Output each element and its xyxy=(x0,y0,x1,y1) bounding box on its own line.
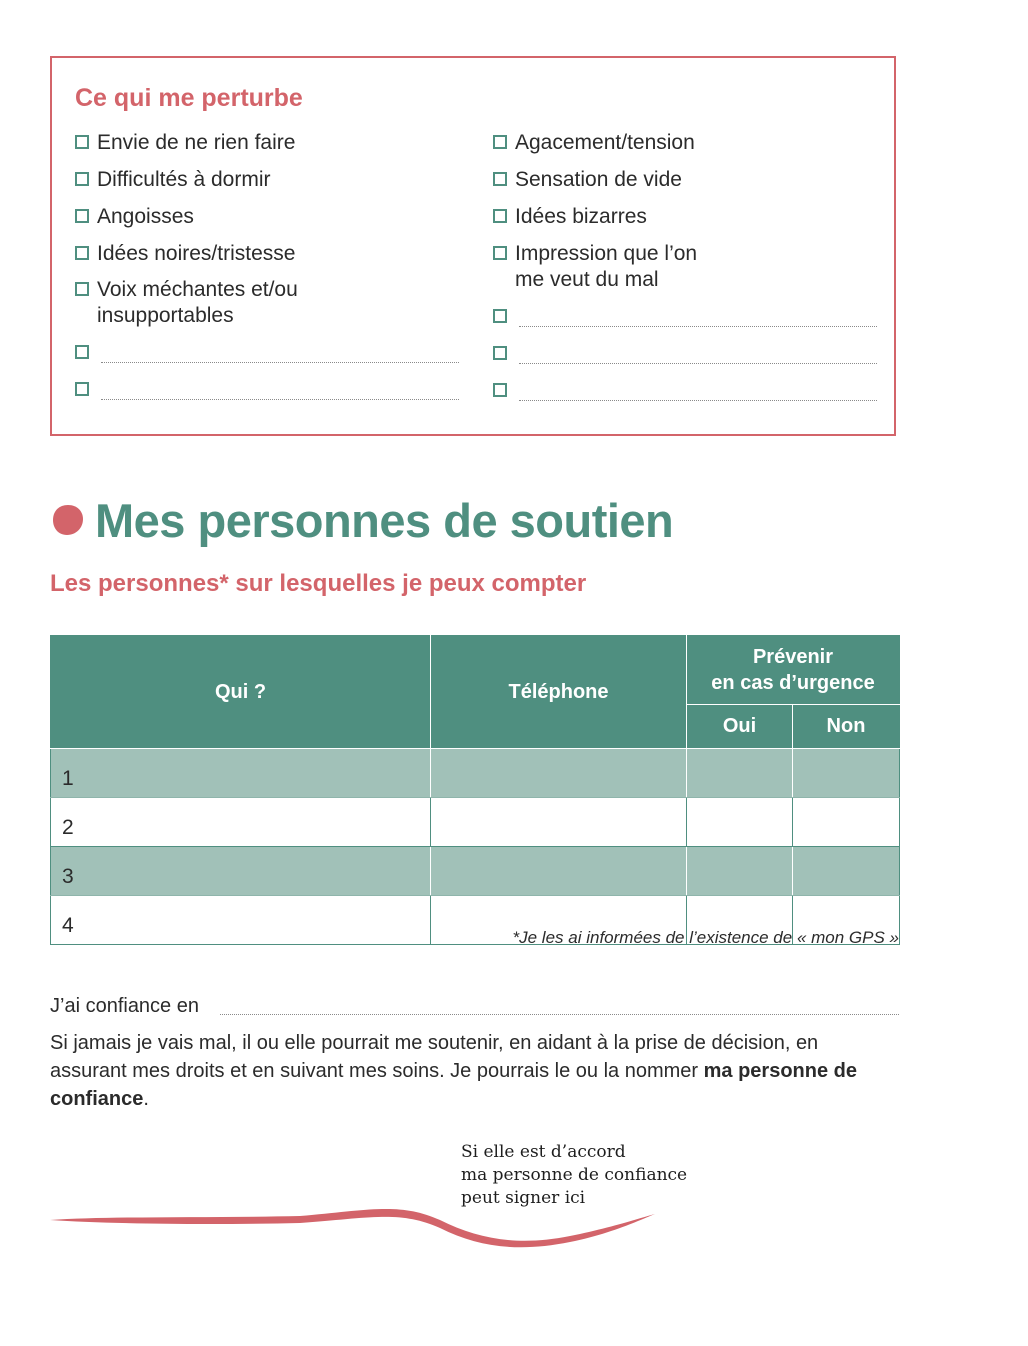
blank-fill-line[interactable] xyxy=(101,362,459,363)
section-title: Mes personnes de soutien xyxy=(95,494,674,547)
checkbox-icon[interactable] xyxy=(493,172,507,186)
row-number: 3 xyxy=(51,847,431,896)
checkbox-label: Voix méchantes et/ou xyxy=(97,278,298,301)
trust-label: J’ai confiance en xyxy=(50,995,199,1017)
checkbox-item[interactable] xyxy=(493,167,877,193)
blank-fill-line[interactable] xyxy=(519,400,877,401)
checkbox-icon[interactable] xyxy=(75,345,89,359)
checkbox-icon[interactable] xyxy=(493,309,507,323)
disturb-right-column xyxy=(493,130,877,404)
checkbox-item[interactable] xyxy=(75,204,459,230)
checkbox-icon[interactable] xyxy=(75,246,89,260)
checkbox-icon[interactable] xyxy=(75,172,89,186)
notify-line-2: en cas d’urgence xyxy=(711,672,875,694)
support-people-table xyxy=(50,635,900,945)
disturb-left-column xyxy=(75,130,459,403)
blank-fill-line[interactable] xyxy=(519,363,877,364)
checkbox-icon[interactable] xyxy=(493,209,507,223)
checkbox-icon[interactable] xyxy=(75,282,89,296)
trust-para-bold: ma personne de confiance xyxy=(50,1060,858,1110)
checkbox-label-continued: me veut du mal xyxy=(515,268,659,291)
trust-paragraph xyxy=(50,1029,900,1113)
blank-fill-line[interactable] xyxy=(519,326,877,327)
yes-cell[interactable] xyxy=(687,798,793,847)
blank-checkbox-item[interactable] xyxy=(75,340,459,366)
trust-fill-line[interactable] xyxy=(220,1014,899,1015)
checkbox-icon[interactable] xyxy=(493,135,507,149)
trust-para-end: . xyxy=(143,1088,149,1110)
disturb-title: Ce qui me perturbe xyxy=(75,84,303,112)
table-row xyxy=(51,847,900,896)
checkbox-item[interactable] xyxy=(493,241,877,293)
yes-cell[interactable] xyxy=(687,749,793,798)
blank-checkbox-item[interactable] xyxy=(75,377,459,403)
checkbox-icon[interactable] xyxy=(493,346,507,360)
signature-wave-icon[interactable] xyxy=(50,1196,660,1252)
trust-para-text: Si jamais je vais mal, il ou elle pourrait me soutenir, en aidant à la prise de décision, en assurant mes droits et en suivant mes soins. Je pourrais le ou la nommer xyxy=(50,1032,819,1082)
checkbox-icon[interactable] xyxy=(75,135,89,149)
checkbox-label: Envie de ne rien faire xyxy=(97,131,296,154)
checkbox-item[interactable] xyxy=(75,241,459,267)
sign-note-line-2: ma personne de confiance xyxy=(461,1165,688,1185)
section-subtitle: Les personnes* sur lesquelles je peux compter xyxy=(50,570,587,597)
no-cell[interactable] xyxy=(793,847,900,896)
checkbox-item[interactable] xyxy=(75,167,459,193)
table-row xyxy=(51,798,900,847)
trust-line xyxy=(50,995,899,1018)
phone-cell[interactable] xyxy=(431,847,687,896)
yes-cell[interactable] xyxy=(687,847,793,896)
row-number: 1 xyxy=(51,749,431,798)
checkbox-icon[interactable] xyxy=(493,246,507,260)
checkbox-label: Idées bizarres xyxy=(515,205,647,228)
checkbox-label: Sensation de vide xyxy=(515,168,682,191)
checkbox-icon[interactable] xyxy=(493,383,507,397)
no-cell[interactable] xyxy=(793,749,900,798)
blob-bullet-icon xyxy=(52,504,84,536)
checkbox-label: Angoisses xyxy=(97,205,194,228)
checkbox-icon[interactable] xyxy=(75,382,89,396)
footnote: *Je les ai informées de l’existence de « mon GPS » xyxy=(512,928,899,947)
checkbox-label: Impression que l’on xyxy=(515,242,698,265)
checkbox-label: Agacement/tension xyxy=(515,131,695,154)
column-header-who: Qui ? xyxy=(51,636,431,749)
table-row xyxy=(51,749,900,798)
blank-fill-line[interactable] xyxy=(101,399,459,400)
blank-checkbox-item[interactable] xyxy=(493,304,877,330)
checkbox-item[interactable] xyxy=(75,130,459,156)
blank-checkbox-item[interactable] xyxy=(493,341,877,367)
column-header-yes: Oui xyxy=(687,705,793,749)
checkbox-item[interactable] xyxy=(493,130,877,156)
phone-cell[interactable] xyxy=(431,749,687,798)
row-number: 4 xyxy=(51,896,431,945)
checkbox-icon[interactable] xyxy=(75,209,89,223)
column-header-phone: Téléphone xyxy=(431,636,687,749)
row-number: 2 xyxy=(51,798,431,847)
column-header-no: Non xyxy=(793,705,900,749)
checkbox-item[interactable] xyxy=(493,204,877,230)
no-cell[interactable] xyxy=(793,798,900,847)
phone-cell[interactable] xyxy=(431,798,687,847)
checkbox-label-continued: insupportables xyxy=(97,304,234,327)
disturb-box xyxy=(50,56,896,436)
checkbox-item[interactable] xyxy=(75,277,459,329)
notify-line-1: Prévenir xyxy=(752,646,834,668)
column-header-notify xyxy=(687,636,900,705)
sign-note-line-1: Si elle est d’accord xyxy=(461,1142,626,1162)
sign-note-line-3: peut signer ici xyxy=(461,1188,586,1208)
checkbox-label: Idées noires/tristesse xyxy=(97,242,296,265)
checkbox-label: Difficultés à dormir xyxy=(97,168,271,191)
blank-checkbox-item[interactable] xyxy=(493,378,877,404)
